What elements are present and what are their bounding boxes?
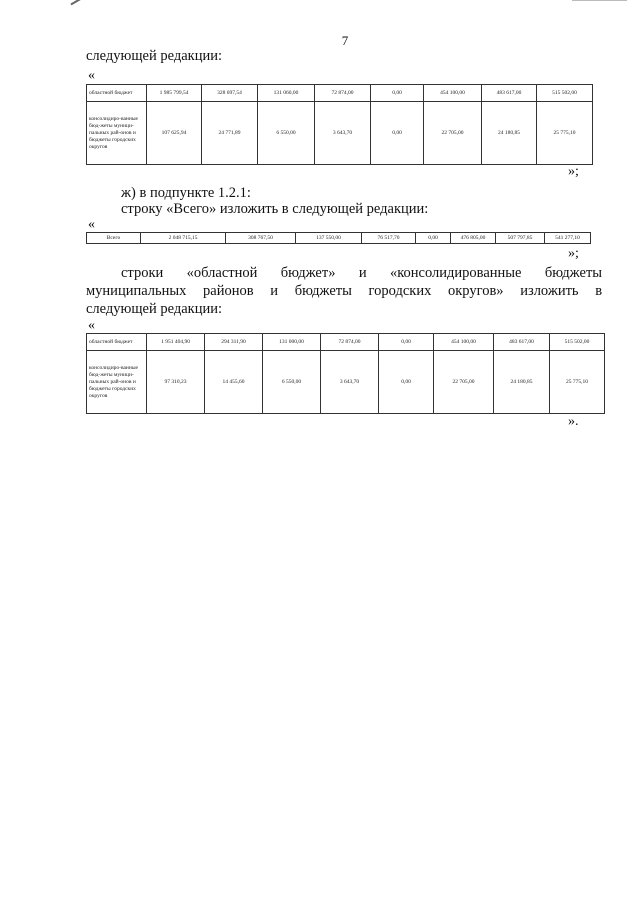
table-cell: 1 951 404,90 <box>147 334 205 351</box>
table-row <box>87 233 591 244</box>
rows-para-line-1: строки «областной бюджет» и «консолидированные бюджеты <box>121 265 603 281</box>
table-cell: 515 502,00 <box>537 85 593 102</box>
table-cell: 294 311,90 <box>205 334 263 351</box>
table-cell: 24 180,85 <box>494 351 550 414</box>
table-cell: 507 797,85 <box>496 233 545 244</box>
table-row <box>87 334 605 351</box>
table-cell: 308 767,50 <box>226 233 296 244</box>
quote-close: »; <box>568 246 579 261</box>
table-1 <box>86 84 593 165</box>
table-row <box>87 102 593 165</box>
table-cell: 483 617,00 <box>482 85 537 102</box>
table-cell: 454 100,00 <box>434 334 494 351</box>
table-cell: 25 775,10 <box>550 351 605 414</box>
subitem-line: ж) в подпункте 1.2.1: <box>121 185 251 201</box>
table-cell: 72 874,00 <box>315 85 371 102</box>
table-cell: 483 617,00 <box>494 334 550 351</box>
table-cell: 476 805,00 <box>451 233 496 244</box>
quote-open: « <box>88 318 95 333</box>
table-cell: 328 697,54 <box>202 85 258 102</box>
table-cell: 25 775,10 <box>537 102 593 165</box>
quote-open: « <box>88 217 95 232</box>
table-cell: 131 060,00 <box>258 85 315 102</box>
table-cell: 0,00 <box>416 233 451 244</box>
quote-close: ». <box>568 414 579 429</box>
table-cell: 0,00 <box>379 334 434 351</box>
scan-mark <box>70 0 83 5</box>
table-cell: 22 705,00 <box>434 351 494 414</box>
table-cell: 131 000,00 <box>263 334 321 351</box>
table-2 <box>86 232 591 244</box>
table-cell: 0,00 <box>379 351 434 414</box>
table-cell: 24 180,85 <box>482 102 537 165</box>
quote-open: « <box>88 68 95 83</box>
table-cell: 97 310,23 <box>147 351 205 414</box>
table-cell: 137 550,00 <box>296 233 362 244</box>
table-cell: 1 985 799,54 <box>147 85 202 102</box>
table-cell: 515 502,00 <box>550 334 605 351</box>
intro-line: следующей редакции: <box>86 48 223 64</box>
table-cell: 72 874,00 <box>321 334 379 351</box>
table-row <box>87 351 605 414</box>
table-cell: 22 705,00 <box>424 102 482 165</box>
table-3 <box>86 333 605 414</box>
table-cell: 454 100,00 <box>424 85 482 102</box>
row-label: консолидиро-ванные бюд-жеты муници-пальных рай-онов и бюджеты городских округов <box>87 102 147 165</box>
row-label: консолидиро-ванные бюд-жеты муници-пальных рай-онов и бюджеты городских округов <box>87 351 147 414</box>
rows-para-line-2: муниципальных районов и бюджеты городских округов» изложить в <box>86 283 603 299</box>
table-row <box>87 85 593 102</box>
table-cell: 107 625,94 <box>147 102 202 165</box>
page-number: 7 <box>341 33 349 48</box>
table-cell: 3 643,70 <box>321 351 379 414</box>
row-label: областной бюджет <box>87 334 147 351</box>
quote-close: »; <box>568 164 579 179</box>
table-cell: 541 277,10 <box>545 233 591 244</box>
table-cell: 3 643,70 <box>315 102 371 165</box>
table-cell: 2 048 715,15 <box>141 233 226 244</box>
table-cell: 76 517,70 <box>362 233 416 244</box>
scan-mark <box>572 0 627 1</box>
table-cell: 0,00 <box>371 102 424 165</box>
rows-para-line-3: следующей редакции: <box>86 301 223 317</box>
row-label: областной бюджет <box>87 85 147 102</box>
table-cell: 0,00 <box>371 85 424 102</box>
row-label: Всего <box>87 233 141 244</box>
table-cell: 6 550,00 <box>258 102 315 165</box>
table-cell: 6 550,00 <box>263 351 321 414</box>
table-cell: 14 455,60 <box>205 351 263 414</box>
vsego-line: строку «Всего» изложить в следующей редакции: <box>121 201 429 217</box>
table-cell: 24 771,89 <box>202 102 258 165</box>
